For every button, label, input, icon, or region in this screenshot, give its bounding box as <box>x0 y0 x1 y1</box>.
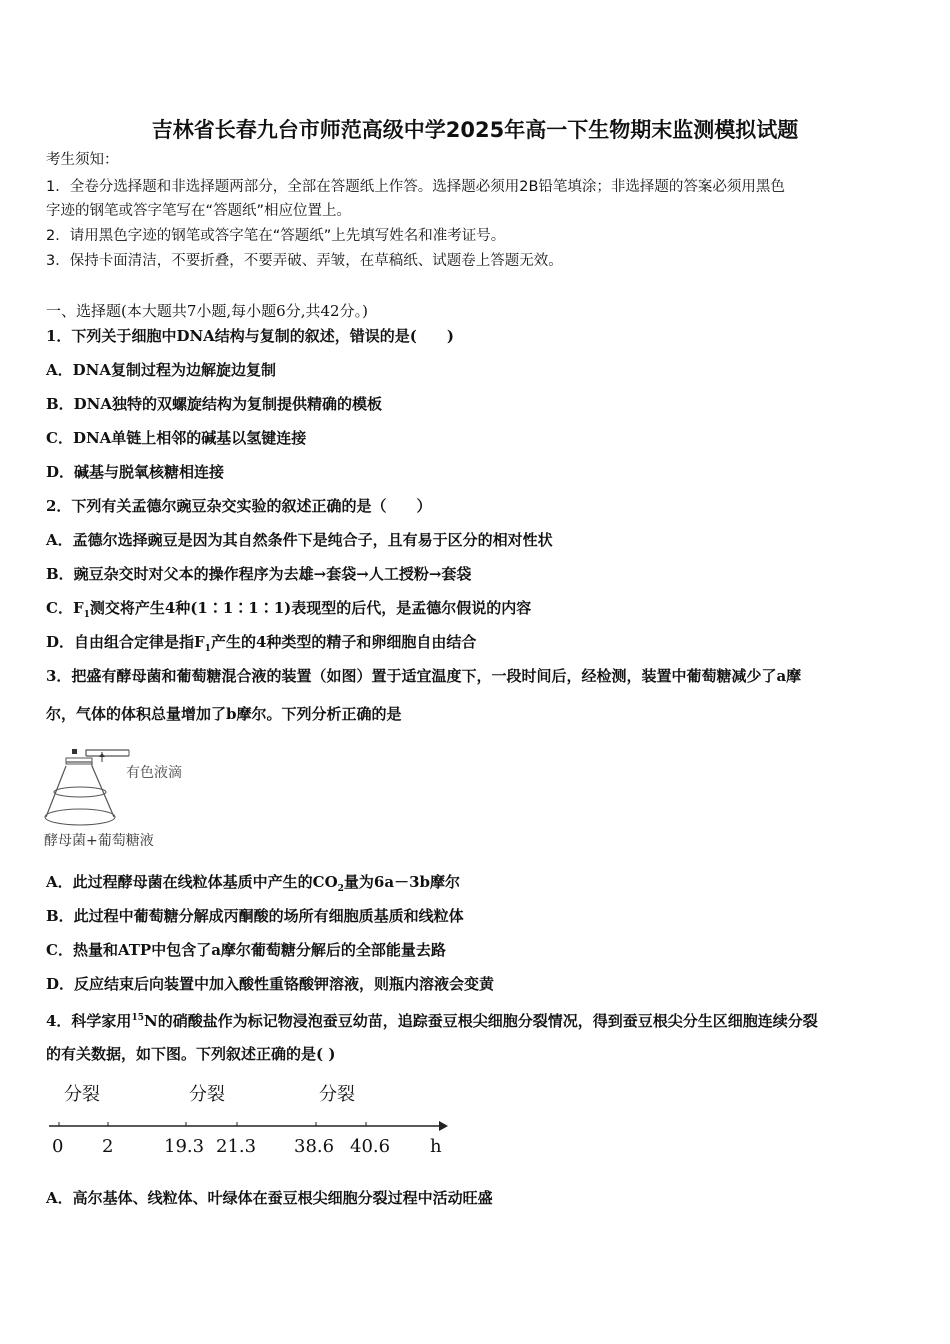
text: 量为6a－3b摩尔 <box>343 873 461 891</box>
q3-option-a <box>46 872 460 899</box>
subscript: 2 <box>337 884 344 894</box>
text: N的硝酸盐作为标记物浸泡蚕豆幼苗，追踪蚕豆根尖细胞分裂情况，得到蚕豆根尖分生区细胞连续分裂 <box>143 1012 818 1030</box>
phase-label: 分裂 <box>319 1084 355 1105</box>
notice-line: 2．请用黑色字迹的钢笔或答字笔在“答题纸”上先填写姓名和准考证号。 <box>46 228 506 244</box>
notice-line: 3．保持卡面清洁，不要折叠，不要弄破、弄皱，在草稿纸、试题卷上答题无效。 <box>46 253 563 269</box>
q3-option-b: B．此过程中葡萄糖分解成丙酮酸的场所有细胞质基质和线粒体 <box>46 907 464 925</box>
document-title: 吉林省长春九台市师范高级中学2025年高一下生物期末监测模拟试题 <box>151 118 799 142</box>
superscript: 15 <box>131 1013 144 1023</box>
q2-option-d <box>46 632 476 659</box>
q3-option-d: D．反应结束后向装置中加入酸性重铬酸钾溶液，则瓶内溶液会变黄 <box>46 975 495 993</box>
subscript: 1 <box>204 644 211 654</box>
tick-label: 38.6 <box>294 1136 335 1157</box>
q2-option-b: B．豌豆杂交时对父本的操作程序为去雄→套袋→人工授粉→套袋 <box>46 565 472 583</box>
phase-label: 分裂 <box>64 1084 100 1105</box>
question-3-stem: 3．把盛有酵母菌和葡萄糖混合液的装置（如图）置于适宜温度下，一段时间后，经检测，装置中葡萄糖减少了a摩 <box>46 667 802 685</box>
tick-label: 21.3 <box>216 1136 257 1157</box>
question-2-stem: 2．下列有关孟德尔豌豆杂交实验的叙述正确的是（ ） <box>46 497 432 515</box>
text: A．此过程酵母菌在线粒体基质中产生的CO <box>46 873 338 891</box>
text: 产生的4种类型的精子和卵细胞自由结合 <box>210 633 477 651</box>
q2-option-c <box>46 598 531 625</box>
flask-figure <box>44 742 244 857</box>
flask-label: 酵母菌+葡萄糖液 <box>44 833 154 849</box>
q1-option-c: C．DNA单链上相邻的碱基以氢键连接 <box>46 429 307 447</box>
notice-line: 字迹的钢笔或答字笔写在“答题纸”相应位置上。 <box>46 203 352 219</box>
text: C．F <box>46 599 84 617</box>
q3-option-c: C．热量和ATP中包含了a摩尔葡萄糖分解后的全部能量去路 <box>46 941 446 959</box>
axis-unit: h <box>430 1136 442 1157</box>
drop-label: 有色液滴 <box>126 765 182 781</box>
q4-option-a: A．高尔基体、线粒体、叶绿体在蚕豆根尖细胞分裂过程中活动旺盛 <box>46 1189 493 1207</box>
text: D．自由组合定律是指F <box>46 633 205 651</box>
question-1-stem: 1．下列关于细胞中DNA结构与复制的叙述，错误的是( ) <box>46 327 454 345</box>
q2-option-a: A．孟德尔选择豌豆是因为其自然条件下是纯合子，且有易于区分的相对性状 <box>46 531 553 549</box>
question-4-stem <box>46 1008 818 1031</box>
notice-line: 1．全卷分选择题和非选择题两部分，全部在答题纸上作答。选择题必须用2B铅笔填涂；非选择题的答案必须用黑色 <box>46 179 785 195</box>
tick-label: 19.3 <box>164 1136 205 1157</box>
section-heading: 一、选择题(本大题共7小题,每小题6分,共42分。) <box>46 302 368 320</box>
q1-option-b: B．DNA独特的双螺旋结构为复制提供精确的模板 <box>46 395 383 413</box>
question-4-stem-cont: 的有关数据，如下图。下列叙述正确的是( ) <box>46 1045 336 1063</box>
text: 测交将产生4种(1∶1∶1∶1)表现型的后代，是孟德尔假说的内容 <box>89 599 532 617</box>
phase-label: 分裂 <box>189 1084 225 1105</box>
tick-label: 40.6 <box>350 1136 391 1157</box>
tick-label: 2 <box>102 1136 114 1157</box>
tick-label: 0 <box>52 1136 64 1157</box>
q1-option-a: A．DNA复制过程为边解旋边复制 <box>46 361 276 379</box>
notice-heading: 考生须知： <box>46 152 119 168</box>
subscript: 1 <box>83 610 90 620</box>
flask-drawing <box>44 742 244 832</box>
timeline-figure <box>44 1072 454 1167</box>
question-3-stem-cont: 尔，气体的体积总量增加了b摩尔。下列分析正确的是 <box>46 705 402 723</box>
q1-option-d: D．碱基与脱氧核糖相连接 <box>46 463 225 481</box>
text: 4．科学家用 <box>46 1012 132 1030</box>
